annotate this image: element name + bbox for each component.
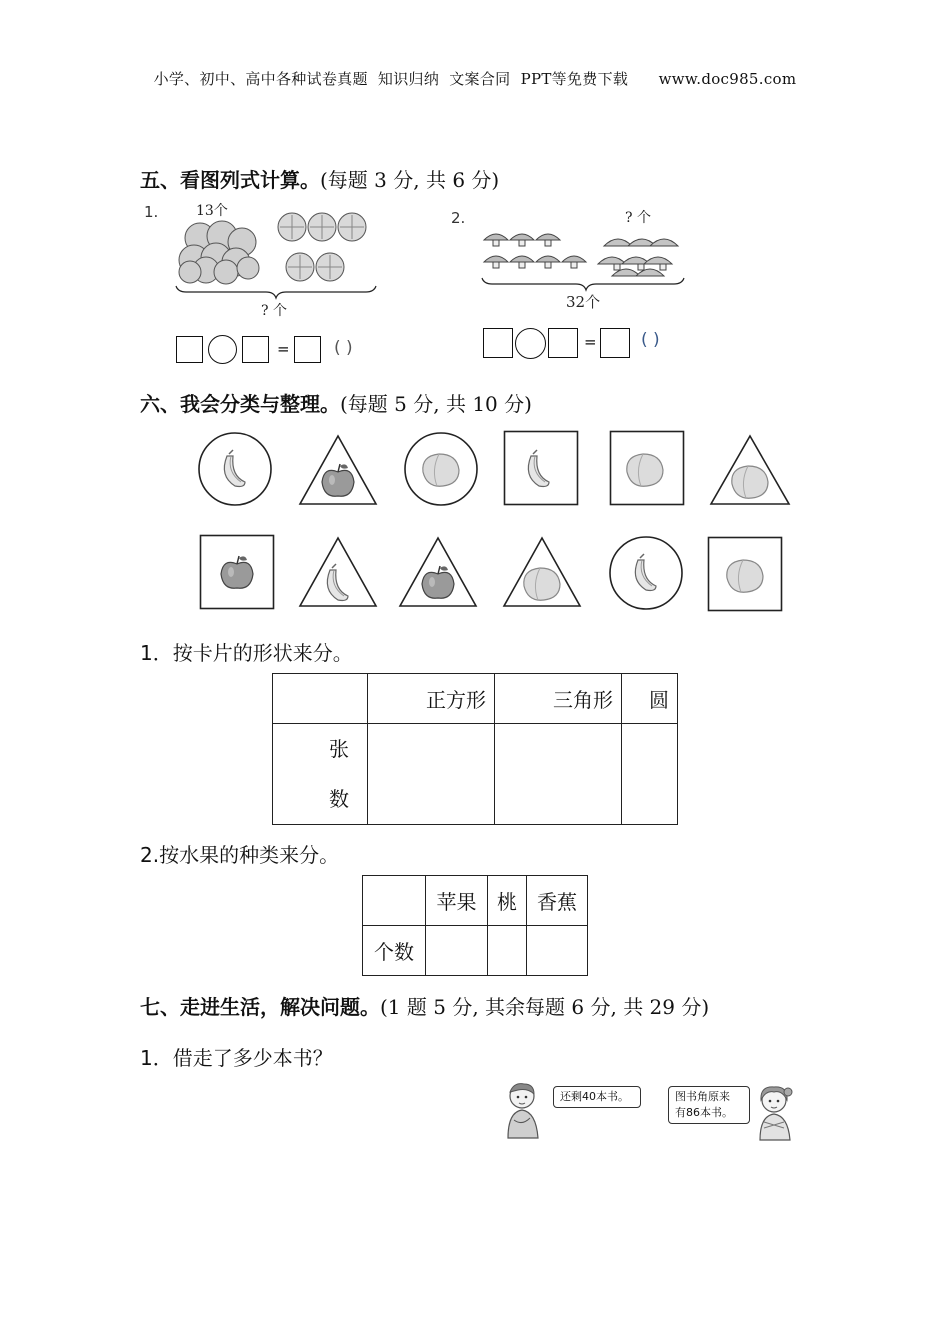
q1-answer-box-1[interactable] <box>176 336 203 363</box>
boy-speech-bubble: 还剩40本书。 <box>553 1086 641 1108</box>
card-square-apple-2 <box>199 534 275 610</box>
card-triangle-banana-2 <box>298 534 378 612</box>
q1-operator-circle[interactable] <box>208 335 237 364</box>
girl-speech-line1: 图书角原来 <box>675 1090 730 1103</box>
table2-corner <box>363 876 426 926</box>
table2-header-apple: 苹果 <box>426 876 488 926</box>
peach-icon <box>732 466 768 498</box>
section7-heading: 七、走进生活，解决问题。 <box>140 995 380 1019</box>
table1-header-circle: 圆 <box>622 674 678 724</box>
card-triangle-apple-1 <box>298 432 378 510</box>
peach-icon <box>627 454 663 486</box>
section5-heading: 五、看图列式计算。 <box>140 168 320 192</box>
page-header <box>0 68 950 89</box>
table2-header-banana: 香蕉 <box>527 876 588 926</box>
card-circle-banana-1 <box>196 430 274 508</box>
girl-speech-bubble <box>668 1086 750 1124</box>
section7-q1: 1．借走了多少本书？ <box>140 1046 333 1070</box>
q2-answer-box-1[interactable] <box>483 328 513 358</box>
section6-sub2: 2.按水果的种类来分。 <box>140 843 340 867</box>
table1-corner <box>273 674 368 724</box>
table2-cell-peach[interactable] <box>488 926 527 976</box>
q2-number: 2. <box>451 209 466 227</box>
section6-points: (每题 5 分, 共 10 分) <box>340 392 532 416</box>
q2-unit-paren[interactable]: ( ) <box>641 330 660 350</box>
peach-icon <box>524 568 560 600</box>
section7-points: (1 题 5 分, 其余每题 6 分, 共 29 分) <box>380 995 710 1019</box>
peach-icon <box>423 454 459 486</box>
section7-title <box>140 991 709 1020</box>
girl-figure <box>752 1084 798 1142</box>
section5-title <box>140 164 499 193</box>
ball-pile-13 <box>179 221 259 284</box>
q2-bottom-label: 32个 <box>566 293 601 311</box>
table1-cell-triangle[interactable] <box>495 724 622 825</box>
ball-group-5 <box>278 213 366 281</box>
table2-cell-apple[interactable] <box>426 926 488 976</box>
q1-number: 1. <box>144 203 159 221</box>
table1-row-label-bottom: 数 <box>329 787 349 811</box>
card-triangle-peach-2 <box>502 534 582 612</box>
q1-unit-paren[interactable]: ( ) <box>334 338 353 358</box>
card-square-peach-1 <box>609 430 685 506</box>
q1-equals: = <box>277 340 290 358</box>
card-circle-banana-2 <box>607 534 685 612</box>
q2-result-box[interactable] <box>600 328 630 358</box>
q2-operator-circle[interactable] <box>515 328 546 359</box>
q1-bottom-label: ? 个 <box>261 303 287 319</box>
mushroom-group-left <box>484 234 586 268</box>
card-triangle-apple-2 <box>398 534 478 612</box>
card-square-peach-2 <box>707 536 783 612</box>
table1-cell-circle[interactable] <box>622 724 678 825</box>
table2-header-peach: 桃 <box>488 876 527 926</box>
table2-row-label: 个数 <box>363 926 426 976</box>
table1-header-triangle: 三角形 <box>495 674 622 724</box>
header-text: 小学、初中、高中各种试卷真题 知识归纳 文案合同 PPT等免费下载 <box>153 70 629 88</box>
mushroom-pile-right <box>598 239 678 276</box>
peach-icon <box>727 560 763 592</box>
table1-header-square: 正方形 <box>368 674 495 724</box>
q1-answer-box-2[interactable] <box>242 336 269 363</box>
table1-cell-square[interactable] <box>368 724 495 825</box>
card-triangle-peach-1 <box>709 432 791 510</box>
section6-title <box>140 388 532 417</box>
boy-figure <box>500 1080 552 1140</box>
table1-row-label-top: 张 <box>329 737 349 761</box>
section6-sub1: 1．按卡片的形状来分。 <box>140 641 353 665</box>
table2-cell-banana[interactable] <box>527 926 588 976</box>
q2-answer-box-2[interactable] <box>548 328 578 358</box>
q1-result-box[interactable] <box>294 336 321 363</box>
table1-row-label <box>273 724 368 825</box>
card-square-banana-1 <box>503 430 579 506</box>
q2-top-label: ? 个 <box>625 210 651 226</box>
section6-heading: 六、我会分类与整理。 <box>140 392 340 416</box>
section5-points: (每题 3 分, 共 6 分) <box>320 168 500 192</box>
fruit-count-table <box>362 875 588 976</box>
card-circle-peach-1 <box>402 430 480 508</box>
header-url: www.doc985.com <box>658 70 797 88</box>
q2-equals: = <box>584 333 597 351</box>
q1-top-label: 13个 <box>196 203 228 219</box>
shape-count-table <box>272 673 678 825</box>
girl-speech-line2: 有86本书。 <box>675 1106 733 1119</box>
